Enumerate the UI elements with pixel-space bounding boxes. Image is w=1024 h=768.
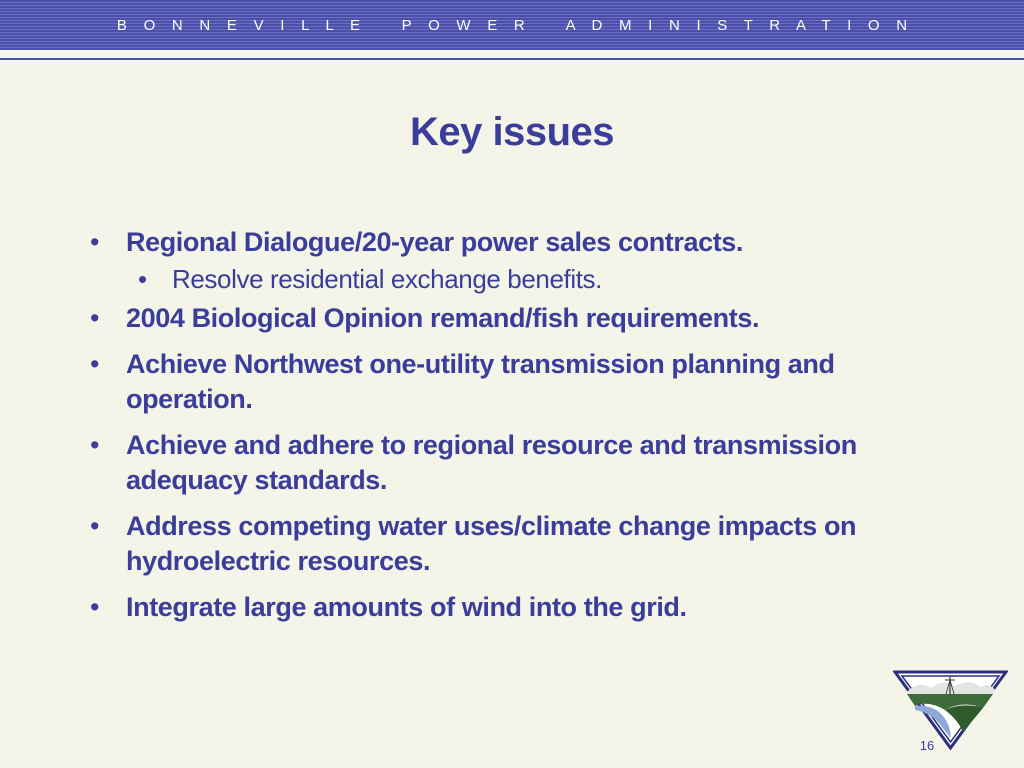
bullet-dot-icon: • [90, 592, 100, 622]
page-number: 16 [919, 738, 935, 753]
bullet-dot-icon: • [90, 227, 100, 257]
bullet-text: 2004 Biological Opinion remand/fish requirements. [126, 303, 760, 333]
bullet-text: Integrate large amounts of wind into the grid. [126, 592, 687, 622]
org-name-header: B O N N E V I L L E P O W E R A D M I N I S T R A T I O N [116, 16, 908, 34]
bpa-triangle-logo-icon [893, 670, 1008, 750]
bullet-list [90, 225, 920, 636]
bullet-dot-icon: • [90, 430, 100, 460]
bullet-item [90, 509, 920, 579]
bullet-dot-icon: • [90, 303, 100, 333]
bullet-dot-icon: • [138, 264, 147, 294]
bullet-item [90, 347, 920, 417]
bullet-text: Address competing water uses/climate change impacts on hydroelectric resources. [126, 511, 857, 576]
bullet-text: Achieve Northwest one-utility transmission planning and operation. [126, 349, 835, 414]
bullet-dot-icon: • [90, 511, 100, 541]
bullet-item [90, 428, 920, 498]
bullet-item [90, 225, 920, 260]
header-divider [0, 58, 1024, 60]
bullet-dot-icon: • [90, 349, 100, 379]
slide-title: Key issues [409, 110, 615, 154]
sub-bullet-item [90, 262, 920, 297]
bullet-text: Regional Dialogue/20-year power sales contracts. [126, 227, 744, 257]
sub-bullet-text: Resolve residential exchange benefits. [172, 264, 602, 294]
bullet-text: Achieve and adhere to regional resource and transmission adequacy standards. [126, 430, 857, 495]
bullet-item [90, 590, 920, 625]
header-band [0, 0, 1024, 50]
bullet-item [90, 301, 920, 336]
